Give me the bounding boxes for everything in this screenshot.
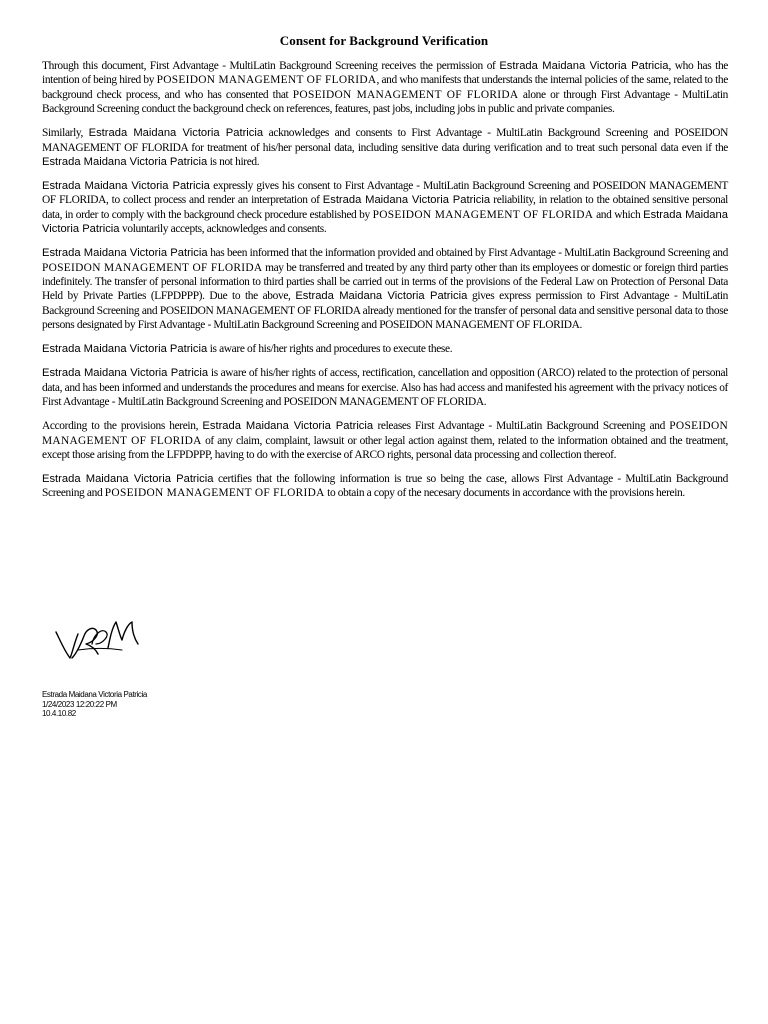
- paragraph-text: gives express permission to First Advantage - MultiLatin Background Screening and POSEIDON MANAGEMENT OF FLORIDA already mentioned for the transfer of personal data and sensitive personal data to those persons designated by First Advantage - MultiLatin Background Screening and POSEIDON MANAGEMENT OF FLORIDA.: [42, 290, 729, 332]
- company-name: POSEIDON MANAGEMENT OF FLORIDA: [292, 88, 519, 101]
- paragraph-text: may be transferred and treated by any third party other than its employees or domestic or foreign third parties indefinitely. The transfer of personal information to third parties shall be carried out in terms of the provisions of the Federal Law on Protection of Personal Data Held by Private Parties (LFPDPPP). Due to the above,: [42, 261, 728, 303]
- document-title: Consent for Background Verification: [279, 33, 489, 48]
- paragraph-text: releases First Advantage - MultiLatin Background Screening and: [373, 420, 670, 433]
- consent-paragraph: [42, 419, 728, 462]
- applicant-name: Estrada Maidana Victoria Patricia: [42, 180, 210, 193]
- applicant-name: Estrada Maidana Victoria Patricia: [499, 60, 669, 72]
- paragraph-text: reliability, in relation to the obtained sensitive personal data, in order to comply with the background check procedure established by: [42, 194, 728, 221]
- applicant-name: Estrada Maidana Victoria Patricia: [42, 208, 728, 236]
- paragraph-text: acknowledges and consents to First Advantage - MultiLatin Background Screening and POSEIDON MANAGEMENT OF FLORIDA for treatment of his/her personal data, including sensitive data during verification and to treat such personal data even if the: [42, 127, 728, 154]
- paragraph-text: is aware of his/her rights and procedures to execute these.: [207, 343, 453, 356]
- consent-paragraph: [42, 366, 728, 409]
- applicant-name: Estrada Maidana Victoria Patricia: [322, 194, 491, 207]
- applicant-name: Estrada Maidana Victoria Patricia: [88, 127, 264, 140]
- paragraph-text: , and who manifests that understands the internal policies of the same, related to the background check process, and who has consented that: [42, 74, 728, 101]
- consent-paragraph: [42, 246, 728, 332]
- signer-name: Estrada Maidana Victoria Patricia: [42, 690, 147, 699]
- consent-paragraph: [42, 342, 728, 356]
- company-name: POSEIDON MANAGEMENT OF FLORIDA: [372, 208, 594, 221]
- document-body: [42, 59, 728, 510]
- signature-datetime: 1/24/2023 12:20:22 PM: [42, 699, 117, 709]
- consent-paragraph: [42, 179, 728, 237]
- paragraph-text: alone or through First Advantage - MultiLatin Background Screening conduct the background check on references, features, past jobs, including jobs in public and private companies.: [42, 88, 729, 116]
- applicant-name: Estrada Maidana Victoria Patricia: [202, 420, 374, 433]
- paragraph-text: According to the provisions herein,: [42, 420, 203, 433]
- applicant-name: Estrada Maidana Victoria Patricia: [42, 343, 208, 356]
- company-name: POSEIDON MANAGEMENT OF FLORIDA: [104, 487, 325, 500]
- company-name: POSEIDON MANAGEMENT OF FLORIDA: [42, 261, 263, 274]
- paragraph-text: to obtain a copy of the necesary documents in accordance with the provisions herein.: [324, 487, 685, 500]
- handwritten-signature: [52, 614, 142, 676]
- paragraph-text: has been informed that the information provided and obtained by First Advantage - MultiLatin Background Screening and: [207, 247, 728, 260]
- consent-paragraph: [42, 126, 728, 169]
- paragraph-text: certifies that the following information is true so being the case, allows First Advantage - MultiLatin Background Screening and: [42, 472, 728, 500]
- paragraph-text: is not hired.: [207, 156, 260, 169]
- signature-ip-address: 10.4.10.82: [42, 709, 76, 719]
- applicant-name: Estrada Maidana Victoria Patricia: [42, 472, 214, 485]
- paragraph-text: voluntarily accepts, acknowledges and consents.: [119, 223, 327, 236]
- applicant-name: Estrada Maidana Victoria Patricia: [42, 156, 208, 169]
- paragraph-text: is aware of his/her rights of access, rectification, cancellation and opposition (ARCO) related to the protection of personal data, and has been informed and understands the procedures and means for exercise. Also has had access and manifested his agreement with the privacy notices of First Advantage - MultiLatin Background Screening and POSEIDON MANAGEMENT OF FLORIDA.: [42, 367, 728, 409]
- consent-paragraph: [42, 59, 728, 117]
- paragraph-text: expressly gives his consent to First Advantage - MultiLatin Background Screening and POSEIDON MANAGEMENT OF FLORIDA, to collect process and render an interpretation of: [42, 180, 728, 207]
- applicant-name: Estrada Maidana Victoria Patricia: [42, 247, 208, 260]
- paragraph-text: and which: [593, 208, 644, 221]
- paragraph-text: Similarly,: [42, 127, 89, 140]
- company-name: POSEIDON MANAGEMENT OF FLORIDA: [156, 74, 377, 87]
- company-name: POSEIDON MANAGEMENT OF FLORIDA: [42, 420, 729, 447]
- paragraph-text: Through this document, First Advantage - MultiLatin Background Screening receives the permission of: [42, 60, 500, 72]
- paragraph-text: of any claim, complaint, lawsuit or other legal action against them, related to the information obtained and the treatment, except those arising from the LFPDPPP, having to do with the exercise of ARCO rights, personal data processing and collection thereof.: [42, 434, 728, 461]
- applicant-name: Estrada Maidana Victoria Patricia: [295, 290, 468, 303]
- signature-metadata: [42, 690, 147, 719]
- consent-paragraph: [42, 472, 728, 501]
- applicant-name: Estrada Maidana Victoria Patricia: [42, 367, 209, 380]
- paragraph-text: , who has the intention of being hired by: [42, 60, 729, 87]
